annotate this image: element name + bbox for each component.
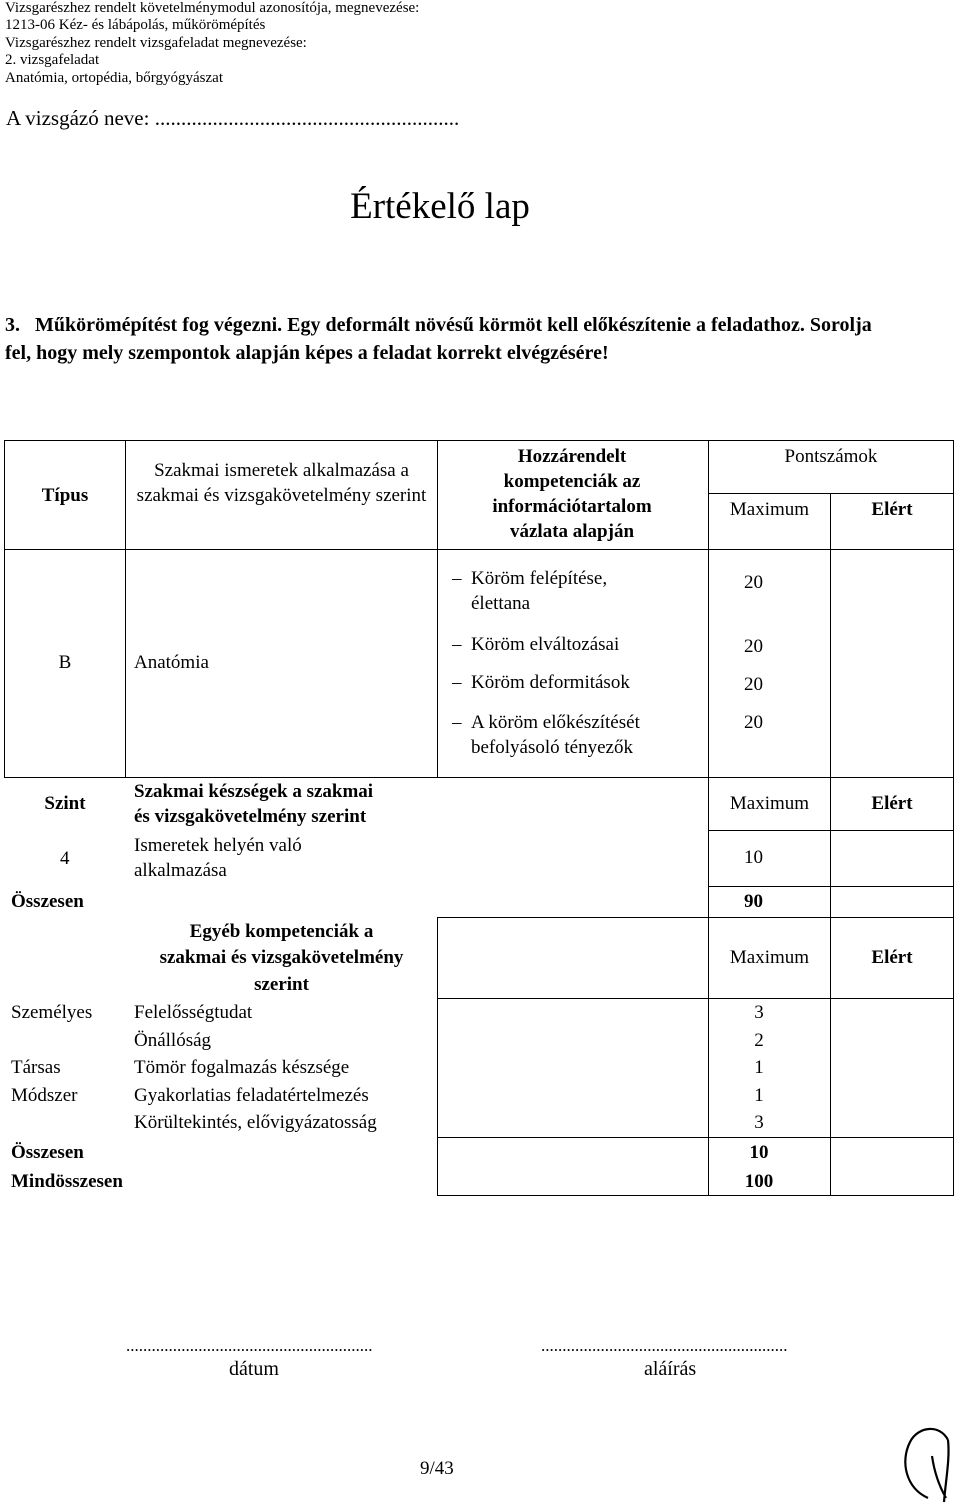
mindosszesen-label: Mindösszesen — [11, 1171, 123, 1192]
signature-dots[interactable]: .......................................................... — [541, 1336, 788, 1355]
task-number: 2. vizsgafeladat — [5, 52, 100, 69]
item-dash: – — [452, 634, 462, 655]
egyeb-max-header: Maximum — [729, 947, 810, 968]
module-label: Vizsgarészhez rendelt követelménymodul azonosítója, megnevezése: — [5, 0, 420, 16]
module-name: 1213-06 Kéz- és lábápolás, műkörömépítés — [5, 17, 266, 34]
col-header-tipus: Típus — [41, 485, 89, 506]
competency-name: Önállóság — [134, 1030, 212, 1051]
item-3-max: 20 — [744, 674, 763, 695]
item-dash: – — [452, 672, 462, 693]
task-label: Vizsgarészhez rendelt vizsgafeladat megnevezése: — [5, 34, 307, 51]
skills-max-header: Maximum — [729, 793, 810, 814]
question-text: Műkörömépítést fog végezni. Egy deformált növésű körmöt kell előkészítenie a feladathoz. Sorolja fel, hogy mely szempontok alapján képes a feladat korrekt elvégzésére! — [5, 314, 872, 364]
question-number: 3. — [5, 314, 20, 336]
egyeb-elert-header: Elért — [871, 947, 913, 968]
candidate-name-field[interactable]: A vizsgázó neve: .......................................................... — [6, 106, 460, 130]
question — [5, 311, 895, 367]
page-title: Értékelő lap — [350, 186, 530, 227]
item-dash: – — [452, 568, 462, 589]
item-1-line1: Köröm felépítése, — [471, 568, 608, 589]
page-number: 9/43 — [420, 1458, 454, 1479]
osszesen2-label: Összesen — [11, 1142, 84, 1163]
item-dash: – — [452, 712, 462, 733]
col-header-maximum: Maximum — [729, 499, 810, 520]
row-type-b: B — [58, 652, 72, 673]
competency-name: Körültekintés, elővigyázatosság — [134, 1112, 377, 1133]
row-topic-anatomia: Anatómia — [134, 652, 209, 673]
item-2-line1: Köröm elváltozásai — [471, 634, 620, 655]
osszesen2-value: 10 — [749, 1142, 769, 1163]
signature-label: aláírás — [644, 1358, 697, 1380]
szint-label: Szint — [44, 793, 86, 814]
mindosszesen-value: 100 — [744, 1171, 774, 1192]
competency-category: Módszer — [11, 1085, 78, 1106]
egyeb-header-line3: szerint — [254, 974, 309, 995]
competency-category: Társas — [11, 1057, 61, 1078]
item-1-max: 20 — [744, 572, 763, 593]
col-header-elert: Elért — [871, 499, 913, 520]
skills-header-line2: és vizsgakövetelmény szerint — [134, 806, 367, 827]
col-header-hozzarendelt: Hozzárendelt kompetenciák az információtartalom vázlata alapján — [492, 446, 652, 542]
date-label: dátum — [229, 1358, 279, 1380]
competency-name: Felelősségtudat — [134, 1002, 253, 1023]
skill-line2: alkalmazása — [134, 860, 227, 881]
competency-name: Tömör fogalmazás készsége — [134, 1057, 350, 1078]
egyeb-header-line1: Egyéb kompetenciák a — [189, 921, 374, 942]
skills-header-line1: Szakmai készségek a szakmai — [134, 781, 374, 802]
col-header-ismeretek: Szakmai ismeretek alkalmazása a szakmai és vizsgakövetelmény szerint — [136, 460, 427, 506]
competency-max: 1 — [754, 1085, 764, 1106]
item-2-max: 20 — [744, 636, 763, 657]
task-name: Anatómia, ortopédia, bőrgyógyászat — [5, 69, 223, 86]
competency-max: 3 — [754, 1112, 764, 1133]
competency-max: 2 — [754, 1030, 764, 1051]
item-4-max: 20 — [744, 712, 763, 733]
item-1-line2: élettana — [471, 593, 531, 614]
skills-elert-header: Elért — [871, 793, 913, 814]
osszesen-label: Összesen — [11, 891, 84, 912]
competency-max: 1 — [754, 1057, 764, 1078]
date-dots[interactable]: .......................................................... — [126, 1336, 373, 1355]
competency-name: Gyakorlatias feladatértelmezés — [134, 1085, 369, 1106]
item-3-line1: Köröm deformitások — [471, 672, 630, 693]
item-4-line1: A köröm előkészítését — [471, 712, 640, 733]
col-header-pontszamok: Pontszámok — [784, 446, 878, 467]
skill-line1: Ismeretek helyén való — [134, 835, 302, 856]
egyeb-header-line2: szakmai és vizsgakövetelmény — [159, 947, 404, 968]
handwritten-initial-signature — [888, 1418, 960, 1503]
competency-category: Személyes — [11, 1002, 93, 1023]
item-4-line2: befolyásoló tényezők — [471, 737, 633, 758]
competency-max: 3 — [754, 1002, 764, 1023]
skill-level: 4 — [60, 848, 70, 869]
osszesen-value: 90 — [744, 891, 763, 912]
document-header — [5, 0, 419, 87]
skill-max: 10 — [744, 847, 763, 868]
